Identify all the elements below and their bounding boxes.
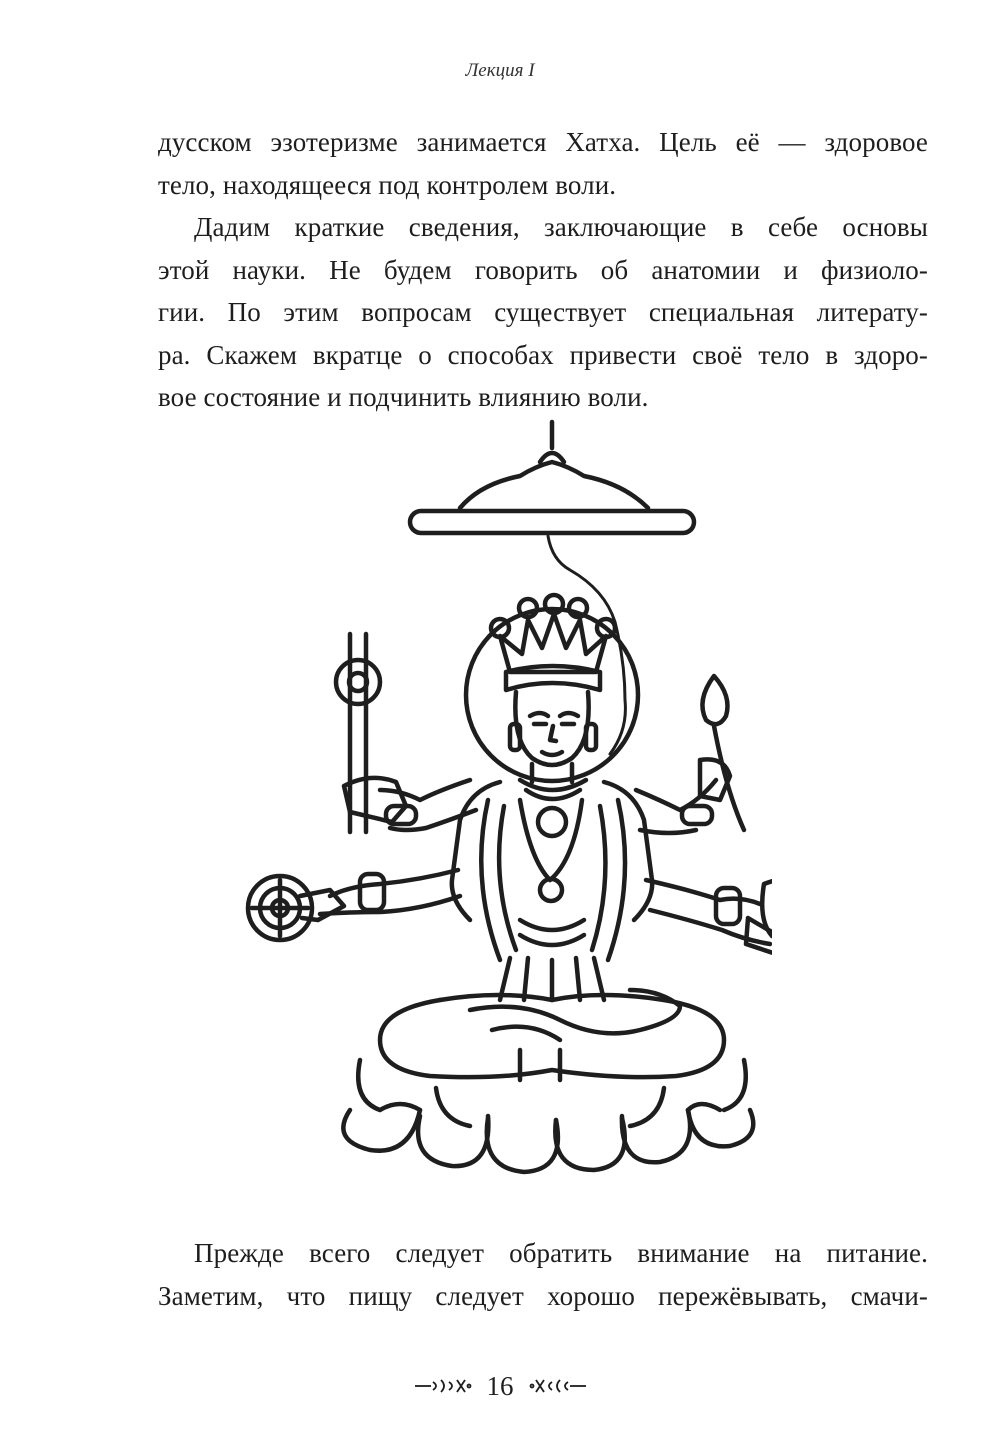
text-line: гии. По этим вопросам существует специальная литерату-: [158, 297, 928, 327]
paragraph-1: [158, 121, 928, 206]
running-head: Лекция I: [465, 60, 535, 81]
legs-figure: [380, 990, 724, 1080]
text-block-bottom: [158, 1232, 928, 1317]
text-line: Заметим, что пищу следует хорошо пережёвывать, смачи-: [158, 1280, 928, 1311]
mace-figure: [336, 634, 406, 832]
torso-figure: [452, 780, 652, 1000]
arms-figure: [320, 780, 770, 944]
page-number: 16: [486, 1371, 514, 1401]
deity-illustration: [238, 418, 772, 1180]
text-block-top: [158, 121, 928, 419]
text-line: дусском эзотеризме занимается Хатха. Цель её — здоровое: [158, 127, 928, 157]
text-line: тело, находящееся под контролем воли.: [158, 169, 617, 200]
chakra-figure: [248, 876, 344, 940]
face-figure: [510, 692, 596, 782]
page-footer: [0, 1366, 1000, 1406]
paragraph-2: [158, 206, 928, 419]
lotus-throne-figure: [343, 1060, 753, 1172]
text-line: ра. Скажем вкратце о способах привести своё тело в здоро-: [158, 339, 928, 370]
paragraph-3: [158, 1232, 928, 1317]
left-ornament-icon: [413, 1376, 473, 1396]
text-line: вое состояние и подчинить влиянию воли.: [158, 382, 649, 412]
right-ornament-icon: [528, 1376, 588, 1396]
canopy-figure: [410, 422, 694, 754]
text-line: этой науки. Не будем говорить об анатомии и физиоло-: [158, 254, 928, 285]
text-line: Дадим краткие сведения, заключающие в себе основы: [194, 212, 928, 242]
text-line: Прежде всего следует обратить внимание на питание.: [194, 1238, 928, 1268]
